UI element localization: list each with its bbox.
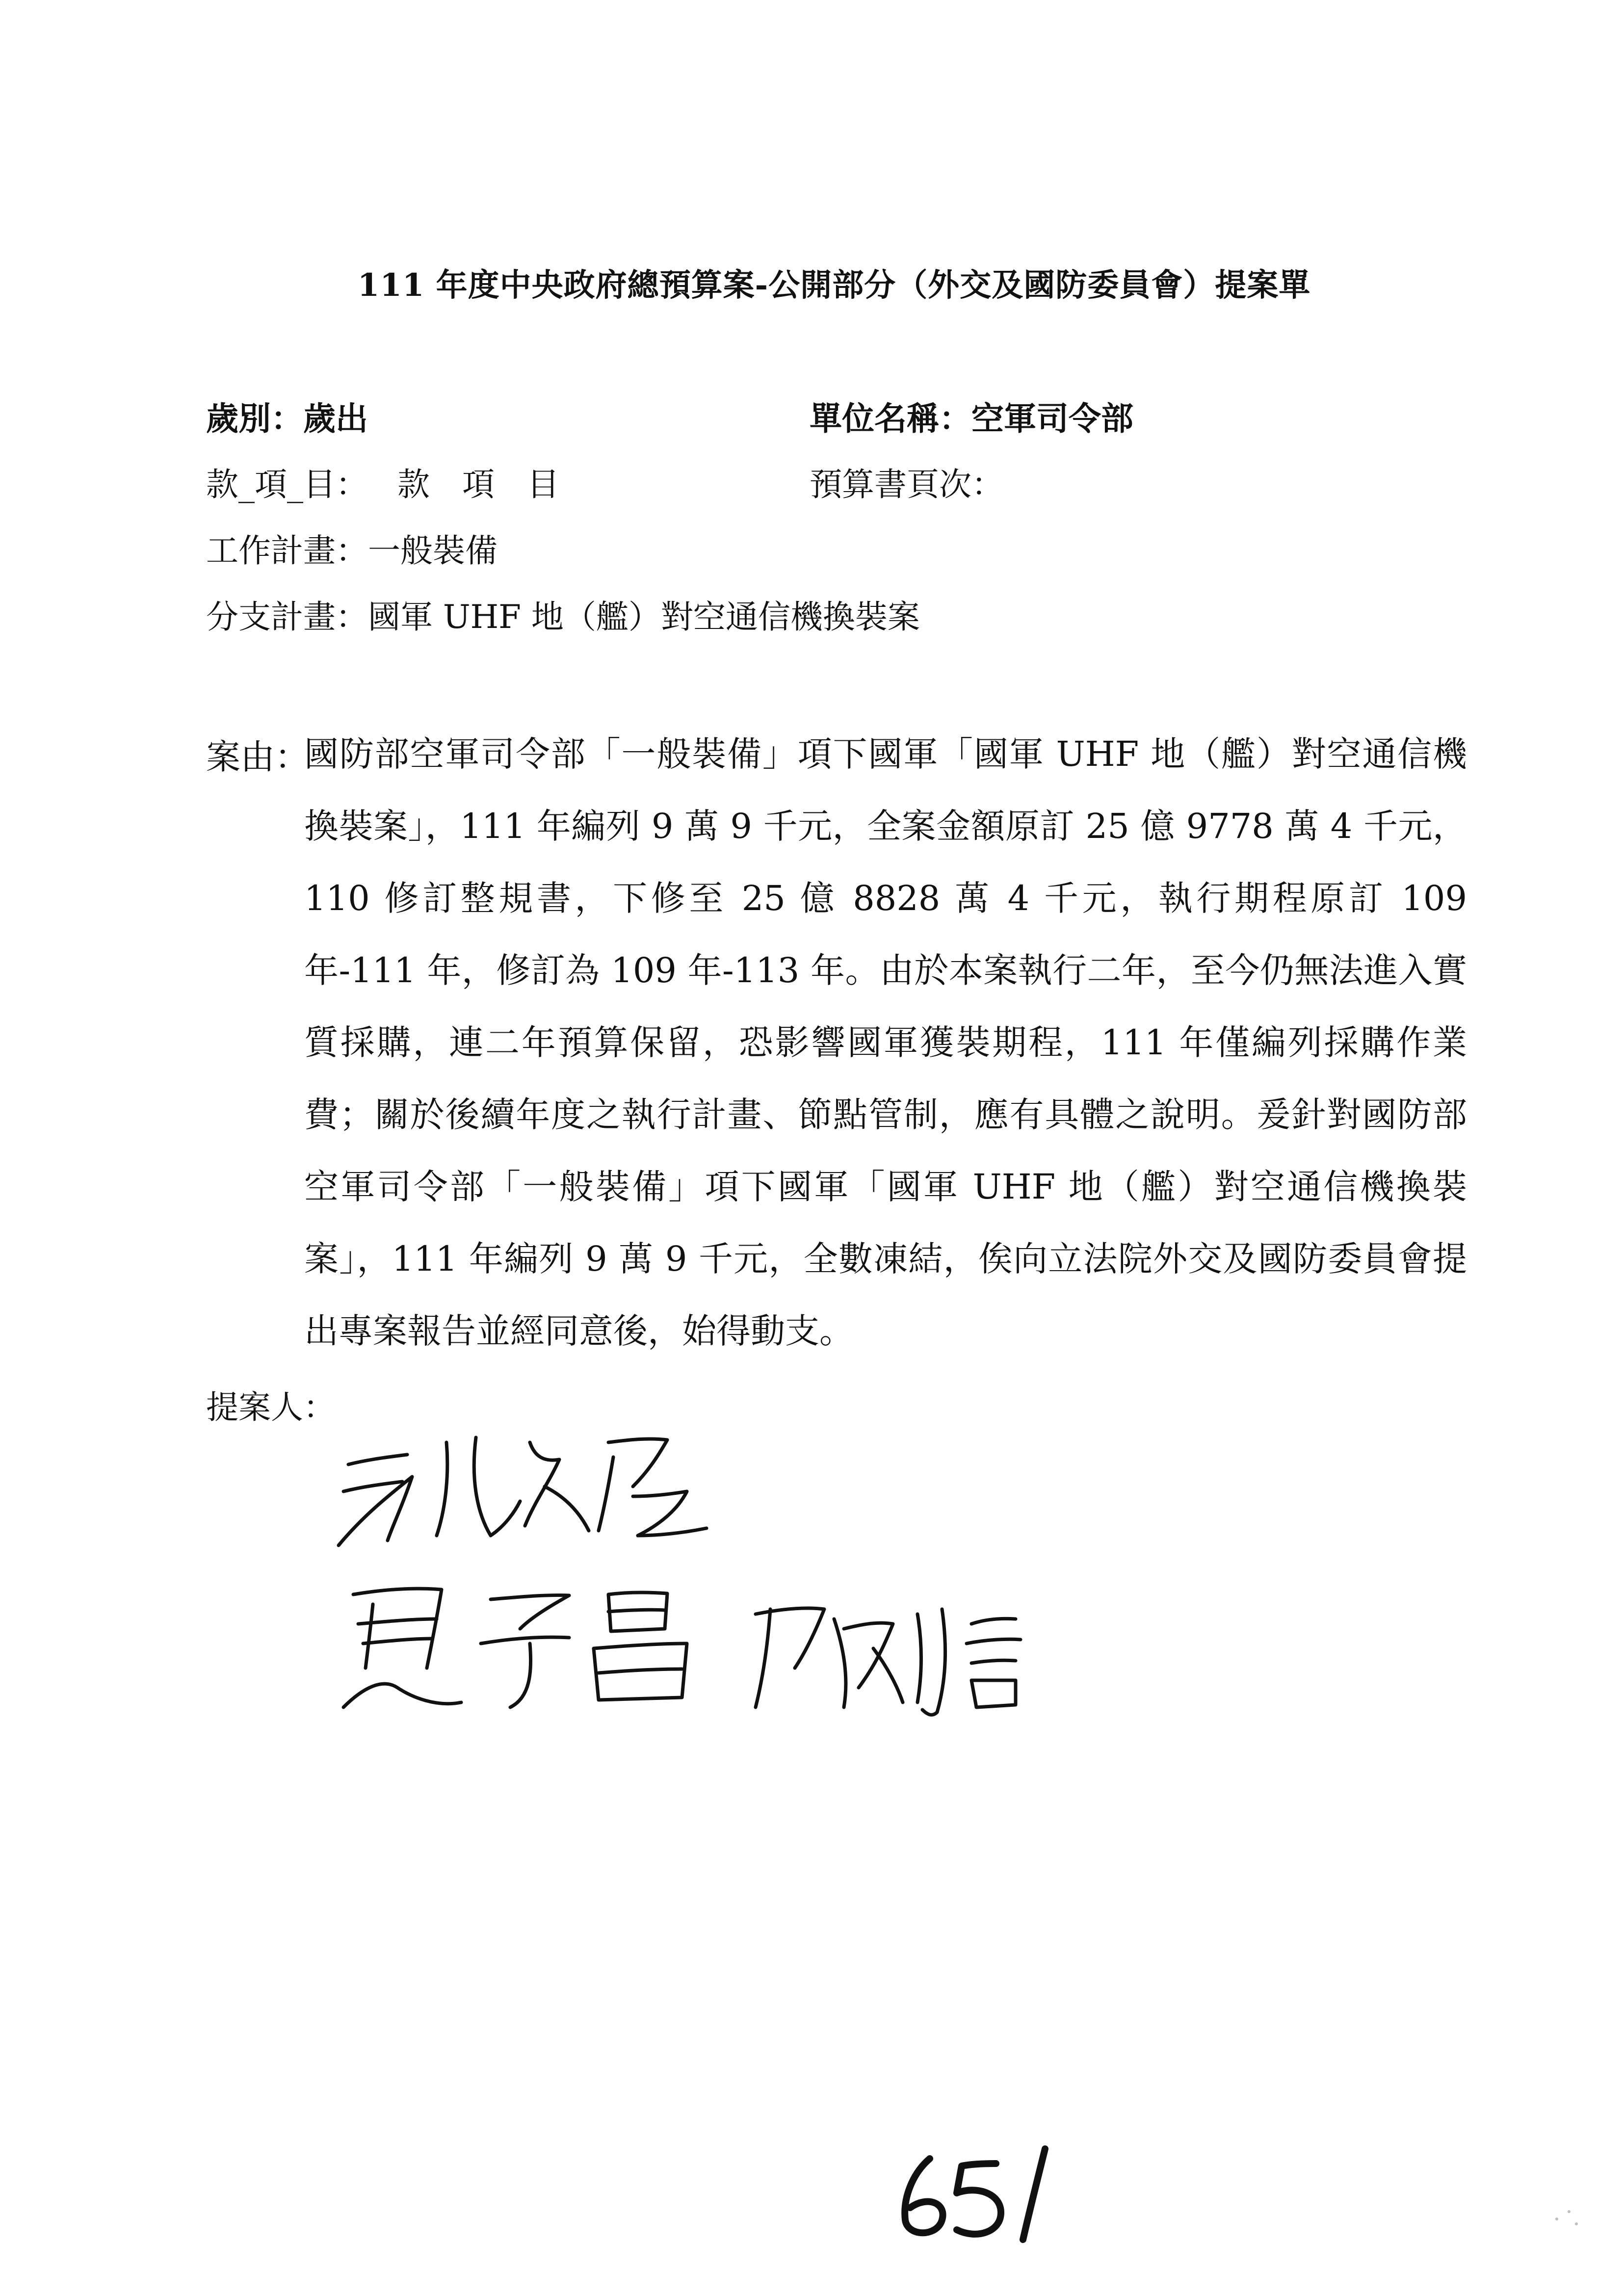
signature-3 (756, 1608, 1021, 1715)
unit-label: 單位名稱 (810, 399, 939, 438)
unit-field (810, 399, 1133, 438)
scan-speck (1575, 2222, 1578, 2225)
proposer-signatures (314, 1413, 1197, 1766)
page-number-handwritten (883, 2139, 1079, 2247)
page-ref-colon: ： (971, 466, 1004, 503)
sub-plan-colon: ： (336, 598, 368, 636)
subject-text: 國防部空軍司令部「一般裝備」項下國軍「國軍 UHF 地（艦）對空通信機換裝案」，111 年編列 9 萬 9 千元，全案金額原訂 25 億 9778 萬 4 千元，110 修訂整規書，下修至 25 億 8828 萬 4 千元，執行期程原訂 109 年-111 年，修訂為 109 年-113 年。由於本案執行二年，至今仍無法進入實質採購，連二年預算保留，恐影響國軍獲裝期程，111 年僅編列採購作業費；關於後續年度之執行計畫、節點管制，應有具體之說明。爰針對國防部空軍司令部「一般裝備」項下國軍「國軍 UHF 地（艦）對空通信機換裝案」，111 年編列 9 萬 9 千元，全數凍結，俟向立法院外交及國防委員會提出專案報告並經同意後，始得動支。 (304, 734, 1467, 1351)
subject-section (206, 721, 1467, 1370)
category-value: 歲出 (303, 399, 368, 438)
item-field (206, 466, 559, 503)
sub-plan-field (206, 598, 920, 636)
sub-plan-label: 分支計畫 (206, 598, 336, 636)
subject-label: 案由： (206, 737, 309, 777)
work-plan-value: 一般裝備 (368, 532, 498, 570)
scan-speck (1568, 2210, 1571, 2213)
document-title: 111 年度中央政府總預算案-公開部分（外交及國防委員會）提案單 (357, 267, 1311, 304)
work-plan-field (206, 532, 498, 570)
unit-value: 空軍司令部 (971, 399, 1133, 438)
work-plan-label: 工作計畫 (206, 532, 336, 570)
work-plan-colon: ： (336, 532, 368, 570)
page-ref-label: 預算書頁次 (810, 466, 971, 503)
item-value: 款 項 目 (397, 466, 559, 503)
item-colon: ： (336, 466, 368, 503)
page-ref-field (810, 466, 1004, 503)
item-label: 款_項_目 (206, 466, 336, 503)
signature-1 (339, 1437, 707, 1545)
sub-plan-value: 國軍 UHF 地（艦）對空通信機換裝案 (368, 598, 920, 636)
category-label: 歲別 (206, 399, 271, 438)
proposer-label: 提案人： (206, 1388, 336, 1426)
scan-speck (1555, 2218, 1558, 2220)
unit-colon: ： (939, 399, 971, 438)
category-colon: ： (271, 399, 303, 438)
category-field (206, 399, 368, 438)
signature-2 (343, 1589, 687, 1707)
